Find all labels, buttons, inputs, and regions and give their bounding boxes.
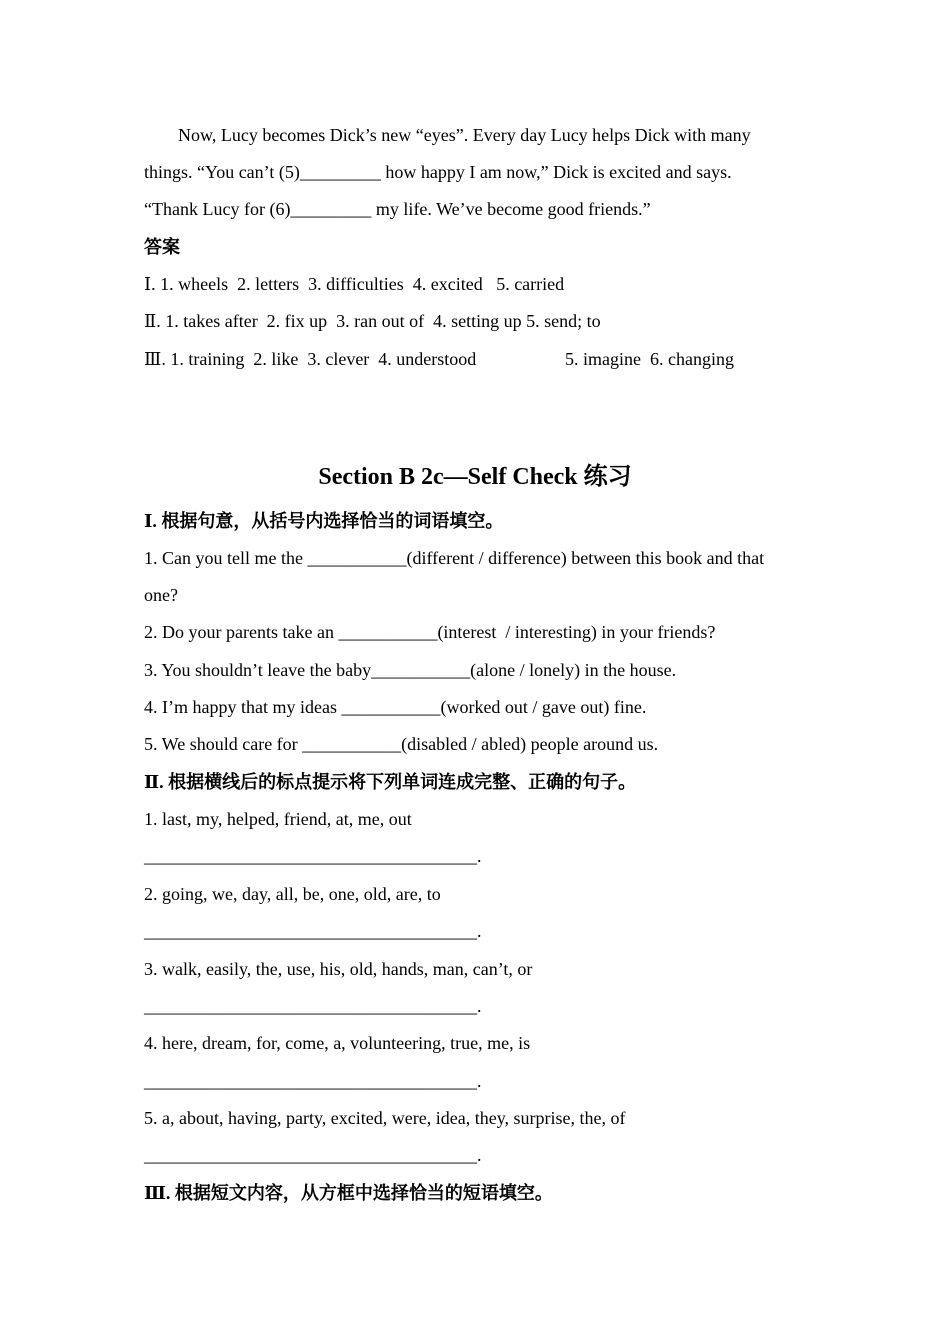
exercise-2-answer-line-5: _____________________________________. — [144, 1145, 482, 1165]
exercise-2-question-4: 4. here, dream, for, come, a, volunteering, true, me, is — [144, 1033, 531, 1053]
exercise-2-answer-line-2: _____________________________________. — [144, 921, 482, 941]
passage-line-2: things. “You can’t (5)_________ how happy I am now,” Dick is excited and says. — [144, 162, 732, 182]
exercise-3-heading: Ⅲ. 根据短文内容，从方框中选择恰当的短语填空。 — [144, 1183, 553, 1203]
exercise-1-question-5: 5. We should care for ___________(disabled / abled) people around us. — [144, 734, 659, 754]
answer-part-1: Ⅰ. 1. wheels 2. letters 3. difficulties 4. excited 5. carried — [144, 274, 565, 294]
exercise-2-question-2: 2. going, we, day, all, be, one, old, are, to — [144, 884, 441, 904]
exercise-2-question-1: 1. last, my, helped, friend, at, me, out — [144, 809, 412, 829]
answer-part-3-first: Ⅲ. 1. training 2. like 3. clever 4. understood — [144, 349, 477, 369]
exercise-2-answer-line-1: _____________________________________. — [144, 846, 482, 866]
exercise-1-question-4: 4. I’m happy that my ideas ___________(worked out / gave out) fine. — [144, 697, 647, 717]
exercise-1-question-3: 3. You shouldn’t leave the baby___________(alone / lonely) in the house. — [144, 660, 677, 680]
exercise-2-question-5: 5. a, about, having, party, excited, were, idea, they, surprise, the, of — [144, 1108, 626, 1128]
passage-line-3: “Thank Lucy for (6)_________ my life. We’ve become good friends.” — [144, 199, 651, 219]
exercise-1-question-1-cont: one? — [144, 585, 178, 605]
answer-part-2: Ⅱ. 1. takes after 2. fix up 3. ran out of 4. setting up 5. send; to — [144, 311, 601, 331]
exercise-1-heading: Ⅰ. 根据句意，从括号内选择恰当的词语填空。 — [144, 511, 504, 531]
answer-heading: 答案 — [144, 237, 180, 257]
exercise-2-answer-line-3: _____________________________________. — [144, 996, 482, 1016]
answer-part-3-second: 5. imagine 6. changing — [565, 349, 734, 369]
section-title: Section B 2c—Self Check 练习 — [318, 464, 632, 490]
exercise-1-question-2: 2. Do your parents take an ___________(interest / interesting) in your friends? — [144, 622, 716, 642]
exercise-2-question-3: 3. walk, easily, the, use, his, old, hands, man, can’t, or — [144, 959, 533, 979]
exercise-1-question-1: 1. Can you tell me the ___________(different / difference) between this book and that — [144, 548, 765, 568]
passage-line-1: Now, Lucy becomes Dick’s new “eyes”. Every day Lucy helps Dick with many — [178, 125, 751, 145]
exercise-2-answer-line-4: _____________________________________. — [144, 1071, 482, 1091]
exercise-2-heading: Ⅱ. 根据横线后的标点提示将下列单词连成完整、正确的句子。 — [144, 772, 637, 792]
